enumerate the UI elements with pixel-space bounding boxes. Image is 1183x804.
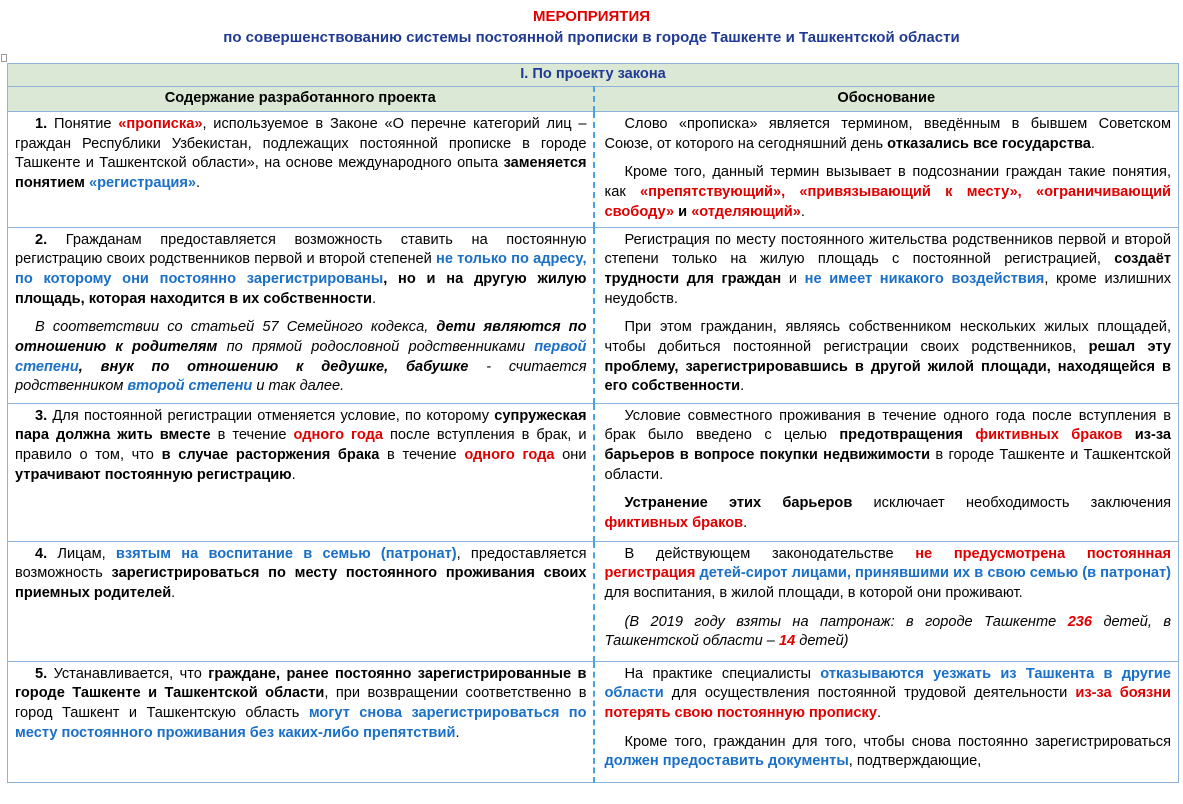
paragraph xyxy=(605,733,1172,772)
text-run: не предусмотрена постоянная регистрация xyxy=(604,545,1172,582)
text-run: Регистрация по месту постоянного жительства родственников первой и второй степени только на жилую площадь с постоянной регистрацией, xyxy=(604,231,1172,268)
text-run: 14 xyxy=(778,633,796,650)
justification-cell xyxy=(594,541,1179,661)
text-run: детей-сирот лицами, принявшими их в свою семью (в патронат) xyxy=(699,565,1172,582)
paragraph xyxy=(15,407,587,486)
paragraph xyxy=(605,318,1172,397)
text-run: фиктивных браков xyxy=(604,515,744,532)
text-run: одного года xyxy=(464,446,555,463)
text-run: (В 2019 году взяты на патронаж: в городе Ташкенте xyxy=(624,613,1068,630)
justification-cell xyxy=(594,112,1179,228)
text-run: из-за барьеров в вопросе покупки недвижимости xyxy=(604,427,1171,463)
text-run: . xyxy=(743,515,748,532)
column-header-justification: Обоснование xyxy=(594,87,1179,112)
paragraph xyxy=(15,665,587,744)
text-run: В соответствии со статьей 57 Семейного кодекса, xyxy=(35,319,437,336)
paragraph xyxy=(605,231,1172,310)
paragraph xyxy=(605,163,1172,222)
text-run: При этом гражданин, являясь собственником нескольких жилых площадей, чтобы добиться постоянной регистрации своих родственников, xyxy=(604,319,1172,356)
paragraph xyxy=(605,613,1172,652)
table-move-handle[interactable] xyxy=(1,54,7,62)
text-run: . xyxy=(371,290,377,307)
paragraph xyxy=(605,407,1172,486)
project-content-cell xyxy=(8,112,594,228)
project-content-cell xyxy=(8,541,594,661)
text-run: . xyxy=(291,466,296,483)
text-run: фиктивных браков xyxy=(975,427,1123,444)
column-header-content: Содержание разработанного проекта xyxy=(8,87,594,112)
table-row xyxy=(8,227,1179,403)
project-content-cell xyxy=(8,661,594,782)
column-header-row xyxy=(8,87,1179,112)
text-run: после вступления в брак, и правило о том, что xyxy=(15,427,587,463)
text-run: детей) xyxy=(795,633,849,650)
text-run: Лицам, xyxy=(47,545,116,562)
paragraph xyxy=(15,318,587,397)
text-run: Слово «прописка» является термином, введённым в бывшем Советском Союзе, от которого на сегодняшний день xyxy=(604,116,1172,152)
text-run: и так далее. xyxy=(252,378,345,395)
text-run: , предоставляется возможность xyxy=(15,545,587,582)
text-run: для осуществления постоянной трудовой деятельности xyxy=(663,685,1076,702)
text-run: «прописка» xyxy=(118,116,203,132)
text-run: , кроме излишних неудобств. xyxy=(604,270,1172,307)
justification-cell xyxy=(594,661,1179,782)
text-run: Условие совместного проживания в течение одного года после вступления в брак было введено с целью xyxy=(604,407,1172,444)
table-row xyxy=(8,403,1179,541)
paragraph xyxy=(15,115,587,194)
text-run: 4. xyxy=(35,545,48,562)
text-run: супружеская пара должна жить вместе xyxy=(15,407,587,444)
text-run: детей, в Ташкентской области – xyxy=(604,613,1171,650)
text-run: , подтверждающие, xyxy=(848,753,982,770)
justification-cell xyxy=(594,227,1179,403)
text-run: и xyxy=(781,270,805,287)
text-run: утрачивают постоянную регистрацию xyxy=(15,466,292,483)
section-heading: I. По проекту закона xyxy=(8,64,1179,87)
text-run: взятым на воспитание в семью (патронат) xyxy=(115,545,457,562)
paragraph xyxy=(605,494,1172,533)
text-run: заменяется понятием xyxy=(15,155,587,192)
text-run: «регистрация» xyxy=(88,175,197,192)
document-title: МЕРОПРИЯТИЯ xyxy=(532,8,651,25)
text-run: они xyxy=(554,446,587,463)
text-run: 2. xyxy=(35,231,48,248)
text-run: Устанавливается, что xyxy=(47,665,209,682)
text-run: В действующем законодательстве xyxy=(624,545,916,562)
paragraph xyxy=(15,545,587,604)
text-run: . xyxy=(455,724,460,741)
project-content-cell xyxy=(8,227,594,403)
text-run: зарегистрироваться по месту постоянного проживания своих приемных родителей xyxy=(15,565,587,601)
text-run: дети являются по отношению к родителям xyxy=(15,319,587,356)
text-run: из-за боязни потерять свою постоянную прописку xyxy=(604,685,1172,721)
text-run: должен предоставить документы xyxy=(604,753,849,770)
text-run: . xyxy=(876,704,882,721)
justification-cell xyxy=(594,403,1179,541)
text-run: «отделяющий» xyxy=(691,203,801,220)
text-run: отказываются уезжать из Ташкента в другие области xyxy=(604,665,1172,702)
text-run: . xyxy=(800,203,805,220)
text-run: 236 xyxy=(1067,613,1093,630)
text-run: исключает необходимость заключения xyxy=(852,495,1172,512)
text-run: для воспитания, в жилой площади, в которой они проживают. xyxy=(604,584,1023,601)
paragraph xyxy=(605,115,1172,154)
section-row xyxy=(8,64,1179,87)
text-run: . xyxy=(171,584,176,601)
measures-table xyxy=(7,63,1179,783)
text-run: , внук по отношению к дедушке, бабушке xyxy=(78,358,469,375)
text-run: первой степени xyxy=(15,339,587,375)
text-run: Гражданам предоставляется возможность ставить на постоянную регистрацию своих родственников первой и второй степеней xyxy=(15,231,587,268)
paragraph xyxy=(605,665,1172,724)
text-run: в случае расторжения брака xyxy=(161,446,380,463)
text-run: могут снова зарегистрироваться по месту постоянного проживания без каких-либо препятствий xyxy=(15,704,587,741)
text-run: 3. xyxy=(35,407,48,424)
text-run: в городе Ташкенте и Ташкентской области. xyxy=(604,446,1172,483)
text-run: предотвращения xyxy=(839,427,963,444)
text-run: Для постоянной регистрации отменяется условие, по которому xyxy=(47,407,495,424)
paragraph xyxy=(15,231,587,310)
text-run: второй степени xyxy=(127,378,253,395)
text-run: 5. xyxy=(35,665,48,682)
text-run: не имеет никакого воздействия xyxy=(804,270,1045,287)
table-row xyxy=(8,661,1179,782)
text-run xyxy=(963,427,975,443)
text-run: одного года xyxy=(293,427,383,444)
text-run: в течение xyxy=(379,446,465,463)
text-run: не только по адресу, по которому они постоянно зарегистрированы xyxy=(15,251,587,287)
document-subtitle: по совершенствованию системы постоянной прописки в городе Ташкенте и Ташкентской области xyxy=(223,29,960,46)
text-run: отказались все государства xyxy=(887,135,1091,152)
text-run: по прямой родословной родственниками xyxy=(217,339,535,356)
text-run: и xyxy=(674,203,692,220)
text-run: . xyxy=(740,378,745,395)
project-content-cell xyxy=(8,403,594,541)
text-run: в течение xyxy=(210,427,294,444)
text-run: . xyxy=(196,175,201,192)
text-run: Кроме того, гражданин для того, чтобы снова постоянно зарегистрироваться xyxy=(624,733,1172,750)
text-run: , используемое в Законе «О перечне категорий лиц – граждан Республики Узбекистан, подлежащих постоянной прописке в городе Ташкенте и Ташкентской области», на основе международного опыта xyxy=(15,116,587,172)
text-run: «препятствующий», «привязывающий к месту», «ограничивающий свободу» xyxy=(604,184,1172,220)
text-run: , но и на другую жилую площадь, которая находится в их собственности xyxy=(15,270,587,307)
text-run: - считается родственником xyxy=(15,358,587,395)
text-run: На практике специалисты xyxy=(624,665,821,682)
text-run: 1. xyxy=(35,116,48,132)
text-run: . xyxy=(1090,135,1095,152)
text-run: Понятие xyxy=(47,116,119,132)
text-run: решал эту проблему, зарегистрировавшись в другой жилой площади, находящейся в его собственности xyxy=(604,339,1172,395)
table-row xyxy=(8,541,1179,661)
text-run: создаёт трудности для граждан xyxy=(604,251,1172,287)
text-run: Кроме того, данный термин вызывает в подсознании граждан такие понятия, как xyxy=(604,164,1172,201)
paragraph xyxy=(605,545,1172,604)
text-run: , при возвращении соответственно в город Ташкент и Ташкентскую область xyxy=(15,685,587,721)
table-row xyxy=(8,112,1179,228)
text-run xyxy=(1122,427,1134,443)
text-run: Устранение этих барьеров xyxy=(624,495,853,512)
text-run: граждане, ранее постоянно зарегистрированные в городе Ташкенте и Ташкентской области xyxy=(15,665,587,702)
